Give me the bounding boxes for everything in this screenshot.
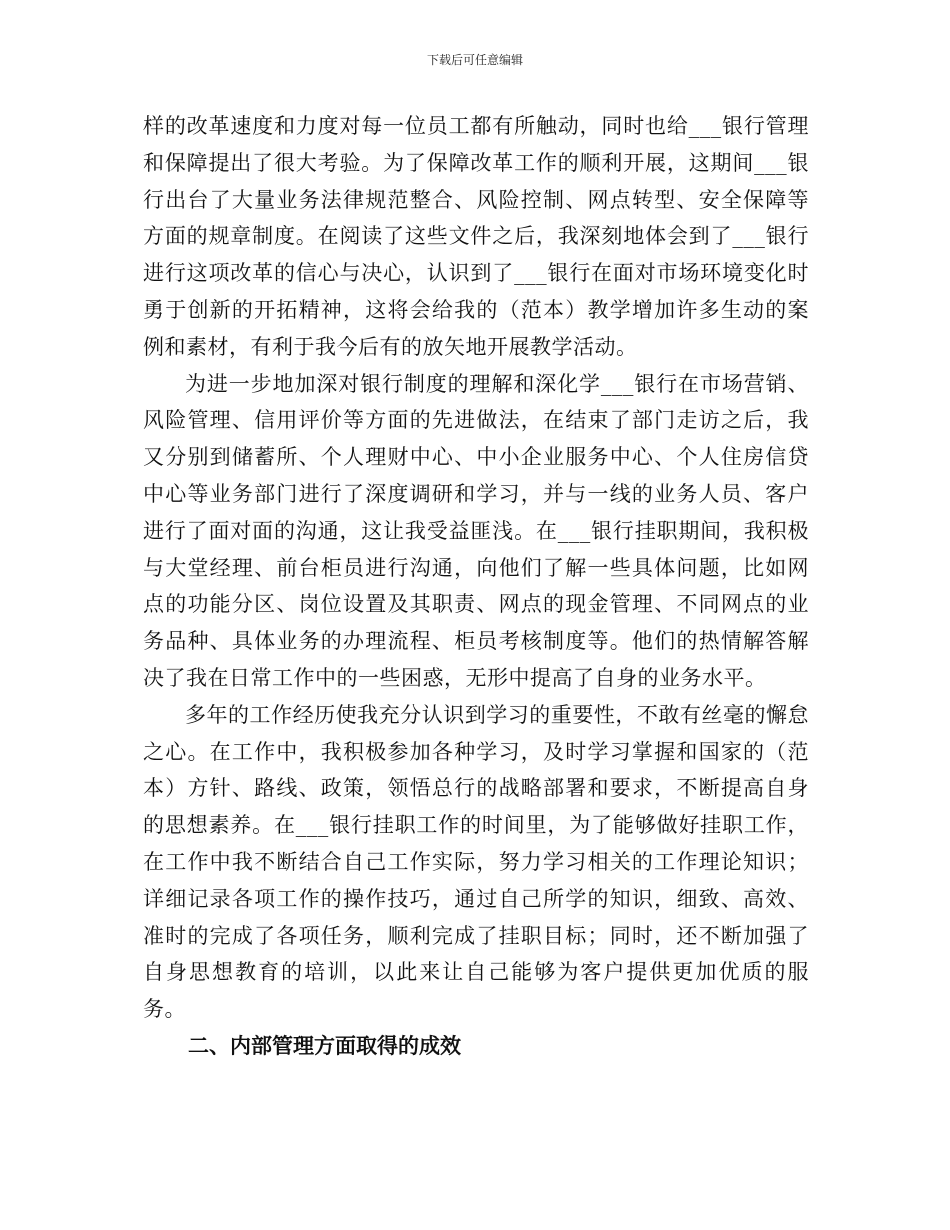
document-body xyxy=(143,108,809,1065)
paragraph-bank-system-study: 为进一步地加深对银行制度的理解和深化学___银行在市场营销、风险管理、信用评价等方面的先进做法，在结束了部门走访之后，我又分别到储蓄所、个人理财中心、中小企业服务中心、个人住房信贷中心等业务部门进行了深度调研和学习，并与一线的业务人员、客户进行了面对面的沟通，这让我受益匪浅。在___银行挂职期间，我积极与大堂经理、前台柜员进行沟通，向他们了解一些具体问题，比如网点的功能分区、岗位设置及其职责、网点的现金管理、不同网点的业务品种、具体业务的办理流程、柜员考核制度等。他们的热情解答解决了我在日常工作中的一些困惑，无形中提高了自身的业务水平。 xyxy=(143,371,809,690)
paragraph-continuation: 样的改革速度和力度对每一位员工都有所触动，同时也给___银行管理和保障提出了很大考验。为了保障改革工作的顺利开展，这期间___银行出台了大量业务法律规范整合、风险控制、网点转型、安全保障等方面的规章制度。在阅读了这些文件之后，我深刻地体会到了___银行进行这项改革的信心与决心，认识到了___银行在面对市场环境变化时勇于创新的开拓精神，这将会给我的（范本）教学增加许多生动的案例和素材，有利于我今后有的放矢地开展教学活动。 xyxy=(143,114,809,359)
paragraph-learning-importance: 多年的工作经历使我充分认识到学习的重要性，不敢有丝毫的懈怠之心。在工作中，我积极参加各种学习，及时学习掌握和国家的（范本）方针、路线、政策，领悟总行的战略部署和要求，不断提高自身的思想素养。在___银行挂职工作的时间里，为了能够做好挂职工作，在工作中我不断结合自己工作实际，努力学习相关的工作理论知识；详细记录各项工作的操作技巧，通过自己所学的知识，细致、高效、准时的完成了各项任务，顺利完成了挂职目标；同时，还不断加强了自身思想教育的培训，以此来让自己能够为客户提供更加优质的服务。 xyxy=(143,702,809,1022)
page-header-note: 下载后可任意编辑 xyxy=(426,53,523,67)
section-heading: 二、内部管理方面取得的成效 xyxy=(188,1033,461,1058)
